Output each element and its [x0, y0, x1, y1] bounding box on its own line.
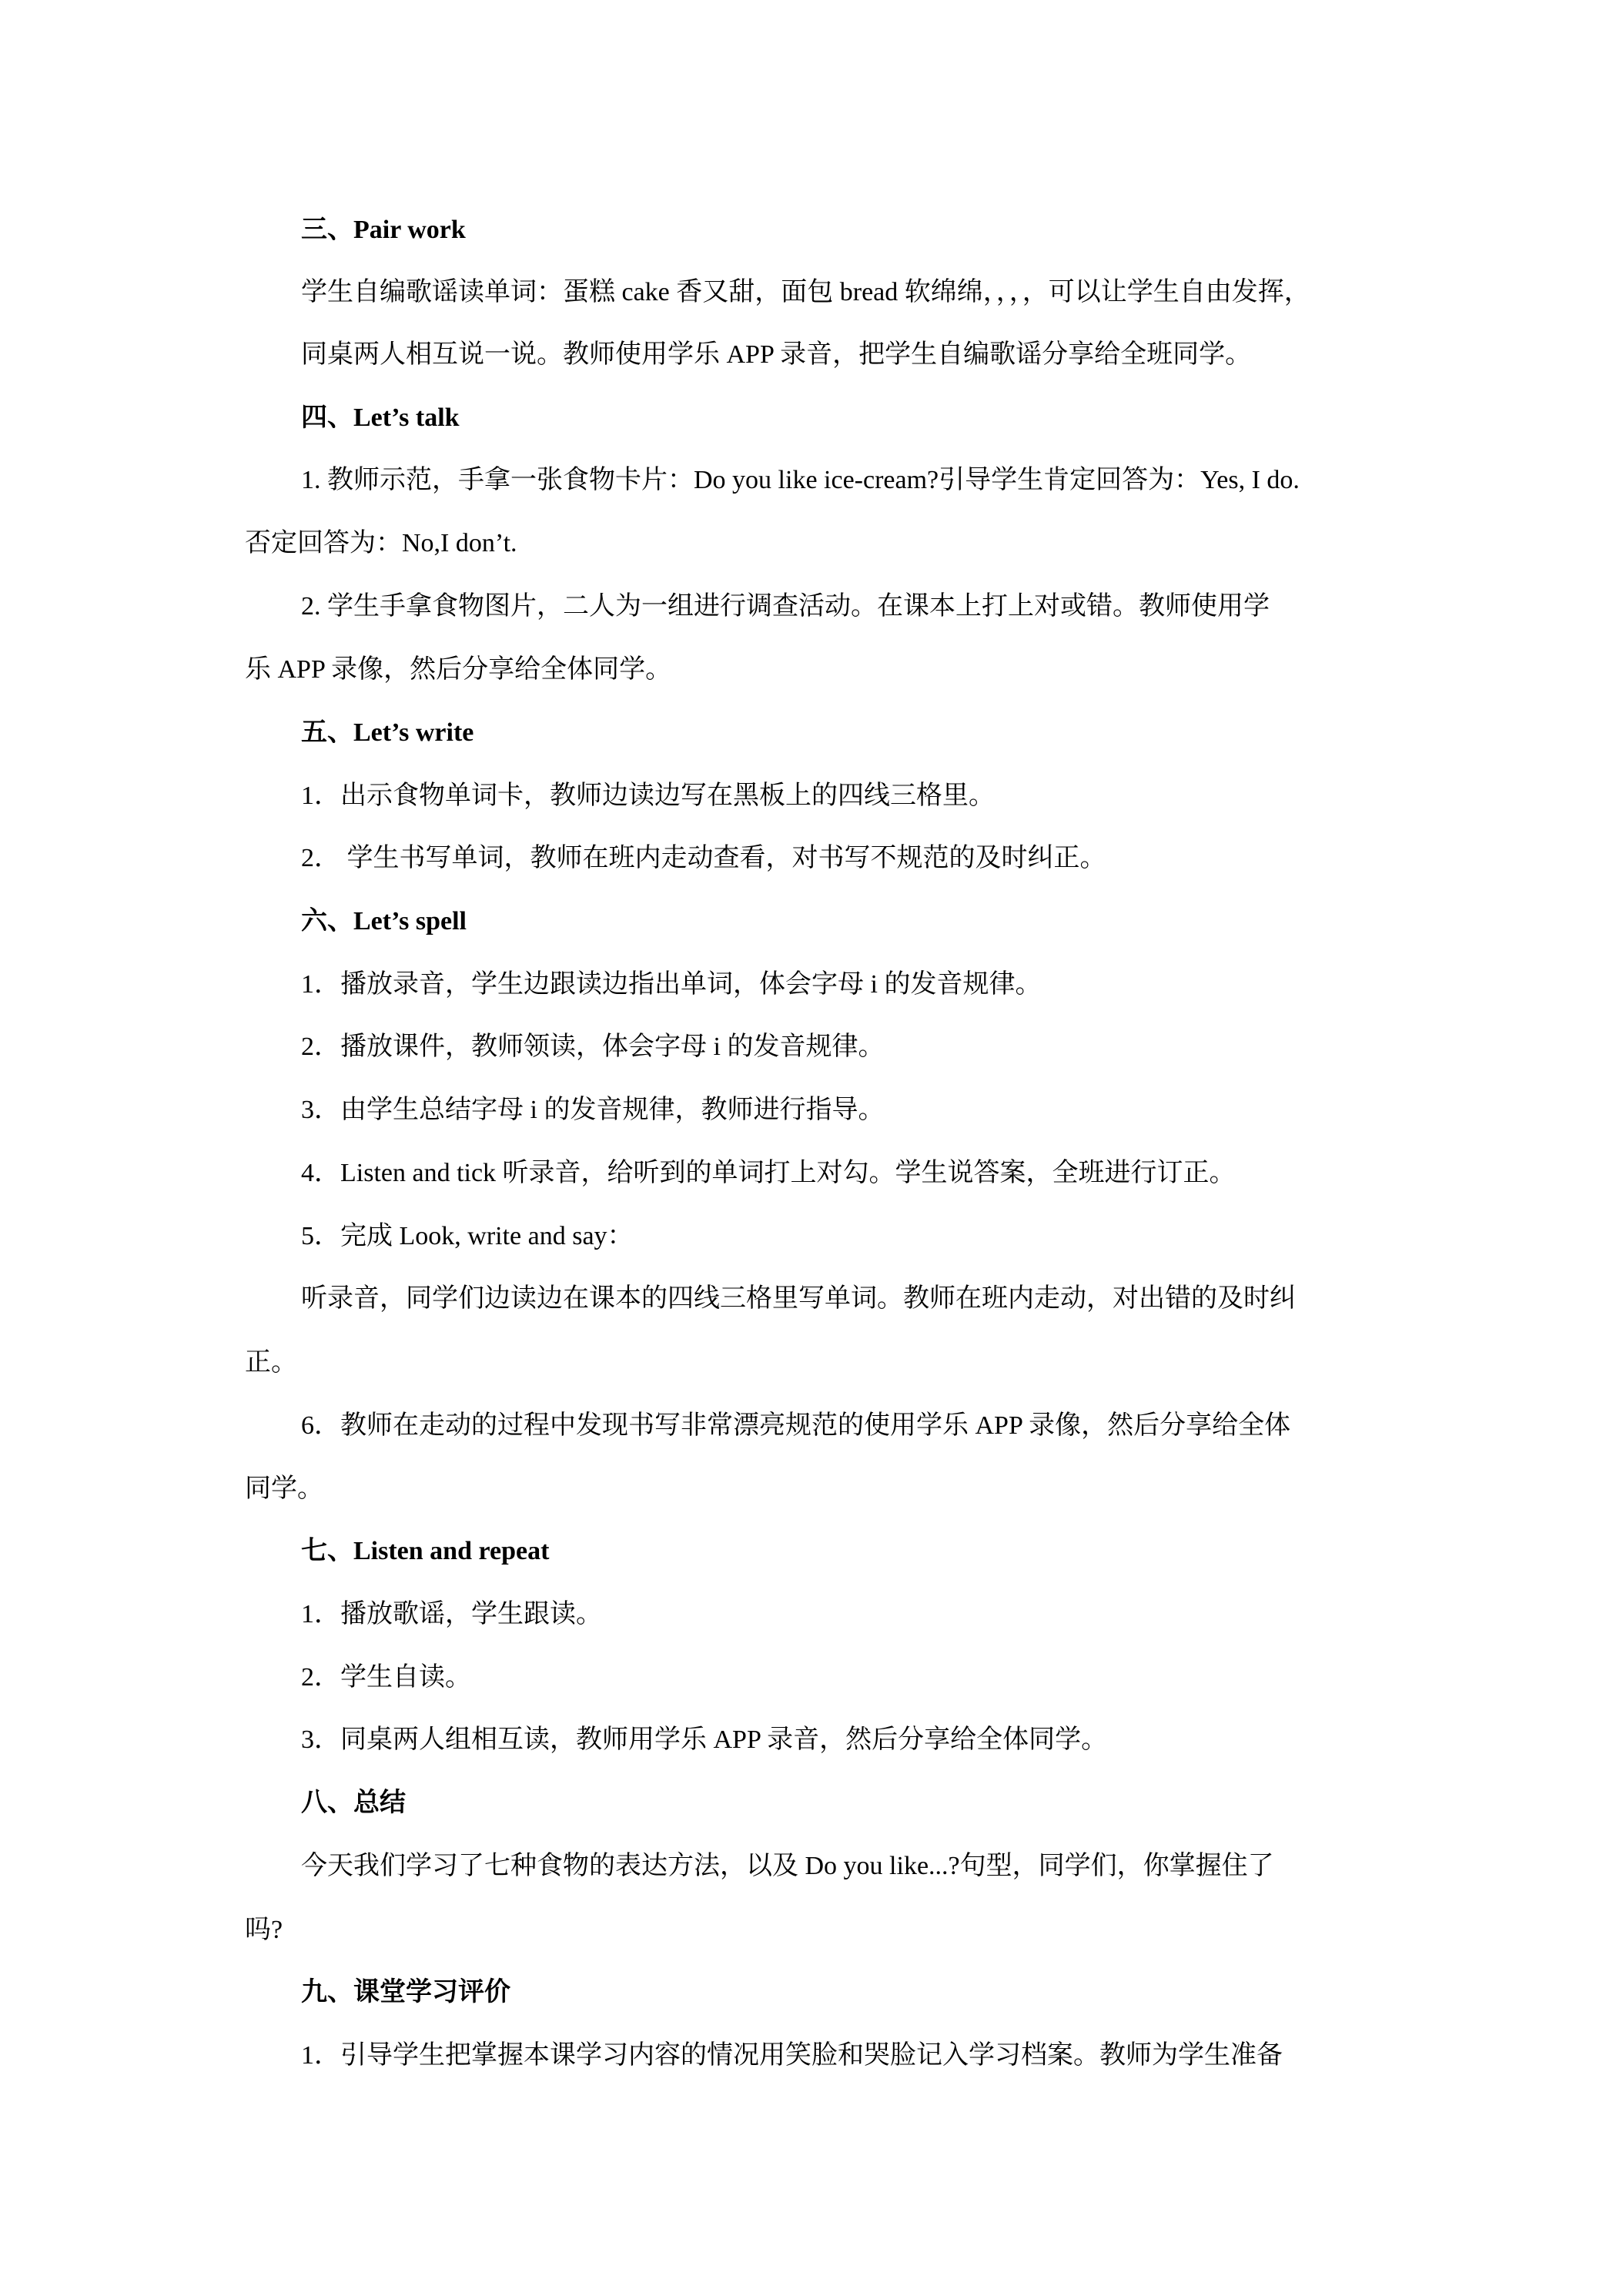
section-heading-summary: 八、总结	[301, 1789, 406, 1817]
paragraph-line: 3．由学生总结字母 i 的发音规律，教师进行指导。	[301, 1096, 885, 1124]
section-heading-class-evaluation: 九、课堂学习评价	[301, 1978, 510, 2006]
section-heading-lets-spell: 六、Let’s spell	[301, 907, 467, 935]
paragraph-line: 1．引导学生把掌握本课学习内容的情况用笑脸和哭脸记入学习档案。教师为学生准备	[301, 2041, 1283, 2070]
paragraph-line: 3．同桌两人组相互读，教师用学乐 APP 录音，然后分享给全体同学。	[301, 1725, 1108, 1754]
paragraph-line: 2．播放课件，教师领读，体会字母 i 的发音规律。	[301, 1033, 885, 1061]
paragraph-line: 今天我们学习了七种食物的表达方法，以及 Do you like...?句型，同学们，你掌握住了	[301, 1852, 1274, 1880]
paragraph-line: 1．出示食物单词卡，教师边读边写在黑板上的四线三格里。	[301, 782, 995, 810]
paragraph-line: 听录音，同学们边读边在课本的四线三格里写单词。教师在班内走动，对出错的及时纠	[301, 1284, 1296, 1313]
section-heading-lets-talk: 四、Let’s talk	[301, 403, 460, 432]
paragraph-line: 6．教师在走动的过程中发现书写非常漂亮规范的使用学乐 APP 录像，然后分享给全体	[301, 1411, 1291, 1440]
paragraph-line: 同学。	[245, 1474, 323, 1503]
paragraph-line: 1．播放录音，学生边跟读边指出单词，体会字母 i 的发音规律。	[301, 970, 1042, 999]
paragraph-line: 2．学生自读。	[301, 1663, 471, 1692]
paragraph-line: 1. 教师示范，手拿一张食物卡片：Do you like ice-cream?引导学生肯定回答为：Yes, I do.	[301, 466, 1300, 494]
paragraph-line: 同桌两人相互说一说。教师使用学乐 APP 录音，把学生自编歌谣分享给全班同学。	[301, 340, 1252, 369]
paragraph-line: 2． 学生书写单词，教师在班内走动查看，对书写不规范的及时纠正。	[301, 844, 1106, 872]
paragraph-line: 5．完成 Look, write and say：	[301, 1222, 634, 1250]
paragraph-line: 乐 APP 录像，然后分享给全体同学。	[245, 655, 672, 684]
paragraph-line: 学生自编歌谣读单词：蛋糕 cake 香又甜，面包 bread 软绵绵，，，，可以让学生自由发挥，	[301, 278, 1310, 306]
section-heading-pair-work: 三、Pair work	[301, 216, 466, 244]
paragraph-line: 吗?	[245, 1916, 283, 1944]
paragraph-line: 正。	[245, 1348, 297, 1377]
paragraph-line: 2. 学生手拿食物图片，二人为一组进行调查活动。在课本上打上对或错。教师使用学	[301, 592, 1270, 621]
paragraph-line: 1．播放歌谣，学生跟读。	[301, 1600, 602, 1628]
section-heading-lets-write: 五、Let’s write	[301, 718, 474, 747]
paragraph-line: 否定回答为：No,I don’t.	[245, 529, 517, 557]
paragraph-line: 4．Listen and tick 听录音，给听到的单词打上对勾。学生说答案，全班进行订正。	[301, 1159, 1236, 1187]
section-heading-listen-and-repeat: 七、Listen and repeat	[301, 1537, 550, 1565]
